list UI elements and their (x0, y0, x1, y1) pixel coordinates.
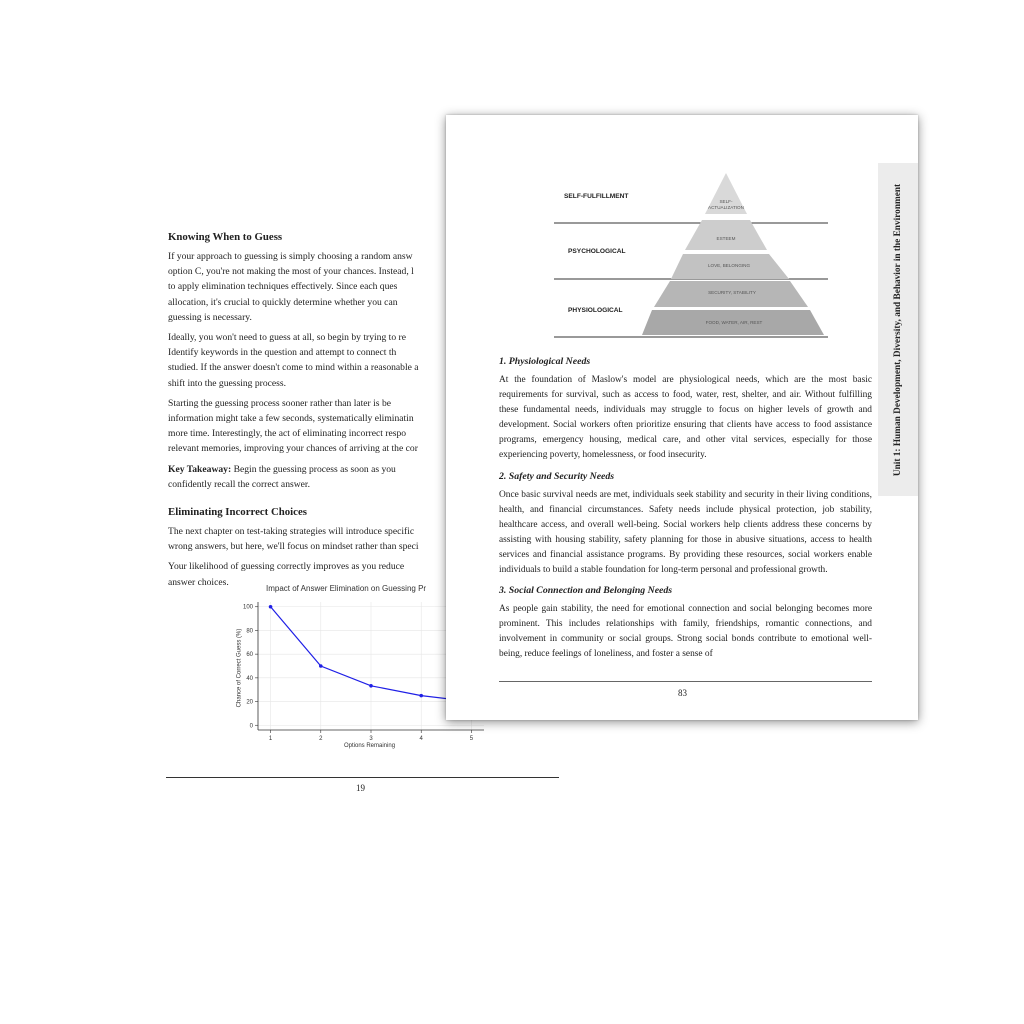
y-tick-label: 0 (249, 723, 253, 730)
text-line: studied. If the answer doesn't come to mind within a reasonable a (168, 362, 419, 374)
chart-ylabel: Chance of Correct Guess (%) (236, 628, 243, 708)
data-point (369, 684, 373, 688)
front-page (446, 115, 918, 720)
text-line: Starting the guessing process sooner rather than later is be (168, 397, 391, 409)
text-line: Ideally, you won't need to guess at all, so begin by trying to re (168, 332, 406, 344)
heading-knowing-when-to-guess: Knowing When to Guess (168, 231, 283, 243)
tier-esteem (685, 220, 767, 250)
chart-xlabel: Options Remaining (344, 743, 396, 749)
text-line: information might take a few seconds, systematically eliminatin (168, 413, 414, 425)
paragraph-safety-needs: Once basic survival needs are met, individuals seek stability and security in their living conditions, health, and financial circumstances. Safety needs include physical protection, job stability, healthcare access, and overall well-being. Social workers help clients address these concerns by assisting with housing stability, safety planning for those in abusive situations, access to health services and financial assistance programs. By providing these resources, social workers enable individuals to build a stable foundation for long-term personal and professional growth. (499, 489, 872, 576)
chart-title: Impact of Answer Elimination on Guessing Pr (266, 584, 427, 593)
heading-safety-needs: 2. Safety and Security Needs (499, 470, 615, 482)
y-tick-label: 60 (246, 652, 253, 659)
paragraph-social-needs: As people gain stability, the need for emotional connection and social belonging becomes more prominent. This includes relationships with family, friendships, romantic connections, and involvement in community or social groups. Strong social bonds contribute to emotional well-being, reduce feelings of loneliness, and foster a sense of (499, 604, 872, 660)
unit-title: Unit 1: Human Development, Diversity, and Behavior in the Environment (893, 183, 903, 476)
x-tick-label: 4 (419, 736, 423, 742)
paragraph-physiological-needs: At the foundation of Maslow's model are physiological needs, which are the most basic requirements for survival, such as access to food, water, rest, shelter, and air. Without fulfilling these fundamental needs, individuals may struggle to focus on higher levels of growth and development. Social workers often prioritize ensuring that clients have access to food assistance programs, emergency housing, medical care, and other vital services, especially for those experiencing poverty, homelessness, or food insecurity. (499, 375, 872, 461)
level-self-fulfillment: SELF-FULFILLMENT (564, 193, 629, 200)
front-page-content (499, 355, 872, 669)
text-line: wrong answers, but here, we'll focus on mindset rather than speci (168, 541, 419, 553)
text-line: option C, you're not making the most of your chances. Instead, l (168, 266, 414, 278)
text-line: The next chapter on test-taking strategies will introduce specific (168, 526, 415, 538)
key-takeaway-text: Begin the guessing process as soon as you (231, 463, 396, 475)
x-tick-label: 1 (268, 736, 273, 742)
x-tick-label: 3 (369, 736, 373, 742)
y-tick-label: 80 (246, 628, 253, 635)
x-tick-label: 5 (469, 736, 474, 742)
text-line: If your approach to guessing is simply choosing a random answ (168, 251, 413, 262)
heading-social-needs: 3. Social Connection and Belonging Needs (499, 585, 673, 597)
tier-label-physiological: FOOD, WATER, AIR, REST (705, 320, 763, 325)
text-line: more time. Interestingly, the act of eliminating incorrect respo (168, 428, 407, 440)
level-physiological: PHYSIOLOGICAL (568, 307, 623, 314)
text-line: guessing is necessary. (168, 311, 252, 323)
page-number: 19 (356, 783, 365, 793)
heading-eliminating-choices: Eliminating Incorrect Choices (168, 506, 307, 519)
text-line: Identify keywords in the question and attempt to connect th (168, 347, 397, 359)
footer-rule (166, 777, 559, 778)
pyramid-graphic (446, 115, 918, 355)
text-line: answer choices. (168, 576, 229, 588)
heading-physiological-needs: 1. Physiological Needs (499, 356, 591, 367)
tier-label-security: SECURITY, STABILITY (708, 290, 756, 295)
tier-label-esteem: ESTEEM (716, 236, 736, 241)
footer-rule (499, 681, 872, 682)
y-tick-label: 20 (246, 699, 253, 706)
text-line: Your likelihood of guessing correctly improves as you reduce (168, 561, 405, 573)
y-tick-label: 100 (242, 604, 253, 611)
key-takeaway-line2: confidently recall the correct answer. (168, 478, 310, 490)
page-number: 83 (678, 688, 687, 698)
data-point (319, 664, 323, 668)
tier-label-love-belonging: LOVE, BELONGING (707, 263, 751, 268)
text-line: to apply elimination techniques effectively. Since each ques (168, 281, 398, 293)
data-point (269, 605, 273, 609)
text-line: allocation, it's crucial to quickly determine whether you can (168, 296, 398, 308)
x-tick-label: 2 (319, 736, 323, 742)
text-line: relevant memories, improving your chances of arriving at the cor (168, 443, 418, 455)
level-psychological: PSYCHOLOGICAL (568, 248, 626, 255)
text-line: shift into the guessing process. (168, 377, 287, 389)
y-tick-label: 40 (246, 675, 253, 682)
data-point (419, 694, 423, 698)
tier-label-self-actualization: SELF- ACTUALIZATION (708, 199, 744, 210)
key-takeaway-label: Key Takeaway: (168, 463, 232, 475)
